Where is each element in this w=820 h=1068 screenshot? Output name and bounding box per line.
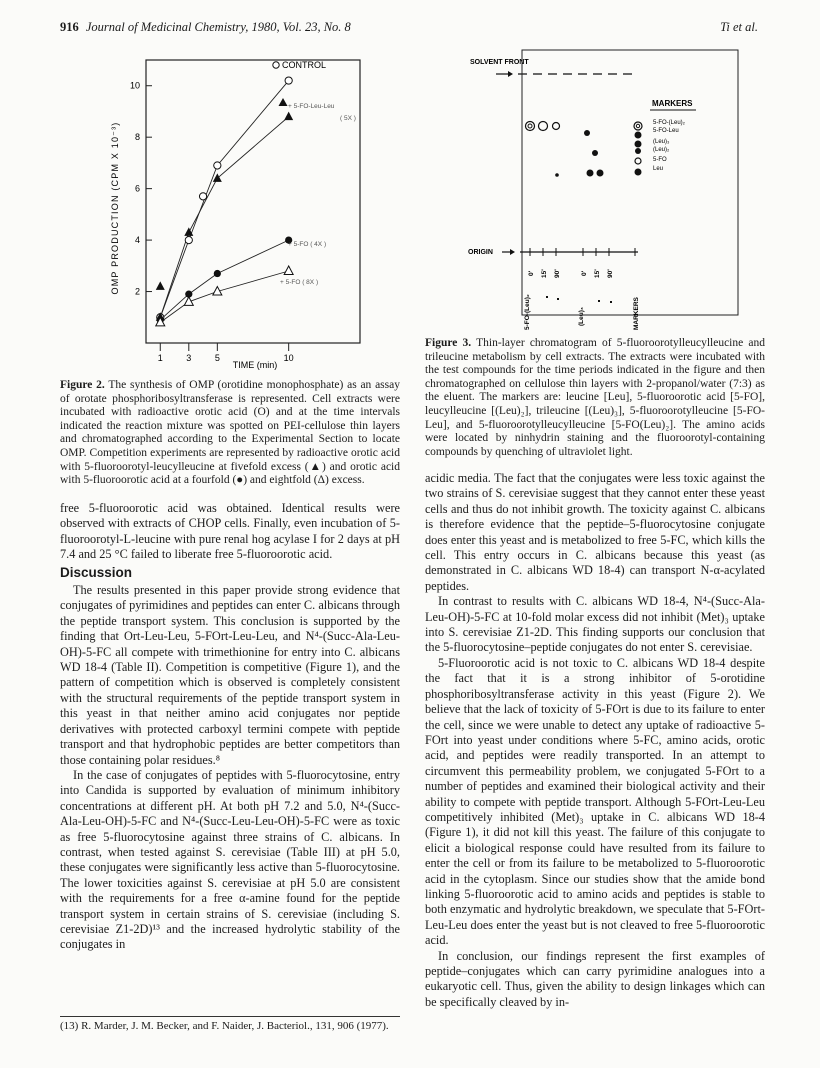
- x-tick-label: 10: [283, 353, 294, 363]
- data-point: [214, 270, 221, 277]
- spot: [528, 124, 532, 128]
- time-label: 0': [528, 270, 535, 276]
- paragraph: The results presented in this paper provide strong evidence that conjugates of pyrimidines and peptides can enter C. albicans through the peptide transport system. This conclusion is supported by the finding that Ort-Leu-Leu, 5-FOrt-Leu-Leu, and N⁴-(Succ-Ala-Leu-OH)-5-FC all compete with trimethionine for entry into C. albicans WD 18-4 (Table II). Competition is competitive (Figure 1), and the pattern of competition which is observed is completely consistent with the structural requirements of the peptide transport system in this yeast in that neither amino acid conjugates nor peptide derivatives with protected carboxyl termini compete with peptide transport and that hydrophobic peptides are better competitors than those containing polar residues.⁸: [60, 583, 400, 767]
- marker-label: (Leu)₂: [653, 147, 670, 153]
- label-5fo-8x: + 5-FO ( 8X ): [280, 279, 319, 286]
- marker-label-list: [653, 120, 686, 172]
- caption-label: Figure 2.: [60, 379, 105, 391]
- data-point: [156, 281, 165, 290]
- time-label: 0': [581, 270, 588, 276]
- x-tick-label: 3: [186, 353, 192, 363]
- time-label: 90': [607, 269, 614, 278]
- caption-text: Thin-layer chromatogram of 5-fluoroorotylleucylleucine and trileucine metabolism by cell extracts. The extracts were incubated with the test compounds for the time periods indicated in the figure and then chromatographed on cellulose thin layers with 2-propanol/water (7:3) as the eluent. The markers are: leucine [Leu], 5-fluoroorotic acid [5-FO], leucylleucine [(Leu)₂], trileucine [(Leu)₃], 5-fluoroorotylleucine [5-FO-Leu], and 5-fluoroorotylleucylleucine [5-FO(Leu)₂]. The amino acids were located by ninhydrin staining and the fluoroorotyl-containing compounds by quenching of ultraviolet light.: [425, 337, 765, 458]
- journal-citation: Journal of Medicinal Chemistry, 1980, Vol. 23, No. 8: [85, 20, 351, 34]
- figure-3-chromatogram: [440, 48, 775, 333]
- lane-label: (Leu)₃: [578, 307, 585, 326]
- spot: [526, 122, 535, 131]
- data-point: [284, 112, 293, 121]
- legend-marker: [279, 98, 288, 106]
- spot: [539, 122, 548, 131]
- lane-label: MARKERS: [633, 297, 640, 330]
- spots: [526, 122, 643, 177]
- series-line: [160, 271, 288, 322]
- marker-label: (Leu)₃: [653, 139, 670, 145]
- spot: [584, 130, 590, 136]
- y-axis-label: OMP PRODUCTION (CPM X 10⁻³): [110, 121, 120, 295]
- data-point: [284, 266, 293, 275]
- lane-label: 5-FO-(Leu)₂: [524, 294, 531, 330]
- marker-label: 5-FO: [653, 157, 667, 163]
- marker-label: 5-FO-(Leu)₂: [653, 120, 686, 126]
- figure-3-caption: [425, 337, 765, 459]
- time-label: 90': [554, 269, 561, 278]
- paragraph: In contrast to results with C. albicans WD 18-4, N⁴-(Succ-Ala-Leu-OH)-5-FC at 10-fold molar excess did not inhibit (Met)₃ uptake into S. cerevisiae Z1-2D. This finding supports our conclusion that the 5-fluorocytosine–peptide conjugates do not enter S. cerevisiae.: [425, 594, 765, 655]
- spot: [635, 148, 641, 154]
- x-tick-label: 5: [214, 353, 220, 363]
- y-tick-label: 6: [134, 183, 140, 194]
- footnote-rule: [60, 1016, 400, 1017]
- y-tick-label: 4: [134, 235, 140, 246]
- paragraph: acidic media. The fact that the conjugates were less toxic against the two strains of S. cerevisiae suggest that they cannot enter these yeast cells and thus do not inhibit growth. The toxicity against C. albicans is therefore evidence that the peptide–5-fluorocytosine conjugate does enter this yeast and is metabolized to free 5-FC, which kills the cell. This entry occurs in C. albicans because this yeast (as demonstrated in C. albicans WD 18-4) can transport N-α-acylated peptides.: [425, 471, 765, 593]
- data-point: [185, 236, 192, 243]
- spot: [597, 170, 604, 177]
- legend-marker: [273, 62, 279, 68]
- page-number: 916: [60, 20, 79, 34]
- footnote: (13) R. Marder, J. M. Becker, and F. Naider, J. Bacteriol., 131, 906 (1977).: [60, 1020, 389, 1032]
- section-heading-discussion: Discussion: [60, 564, 133, 580]
- right-column: [425, 471, 765, 1010]
- spot: [635, 141, 642, 148]
- spot: [634, 122, 642, 130]
- spot: [553, 123, 560, 130]
- label-5x-excess: ( 5X ): [340, 115, 356, 122]
- legend-control: CONTROL: [282, 60, 327, 70]
- figure-2-caption: [60, 379, 400, 488]
- data-point: [285, 77, 292, 84]
- y-tick-label: 2: [134, 286, 140, 297]
- time-label: 15': [594, 269, 601, 278]
- time-label: 15': [541, 269, 548, 278]
- author-header: Ti et al.: [720, 20, 758, 34]
- y-tick-label: 8: [134, 132, 140, 143]
- caption-label: Figure 3.: [425, 337, 472, 349]
- x-axis-label: TIME (min): [232, 360, 278, 370]
- spot: [635, 169, 642, 176]
- paragraph: In conclusion, our findings represent the first examples of peptide–conjugates which can carry pyrimidine analogues into a eukaryotic cell. Thus, given the ability to design linkages which can be specifically cleaved by in-: [425, 948, 765, 1009]
- label-5fo-leu-leu: + 5-FO-Leu-Leu: [288, 103, 335, 110]
- label-5fo-4x: + 5-FO ( 4X ): [288, 241, 327, 248]
- spot: [587, 170, 594, 177]
- marker-label: Leu: [653, 166, 664, 172]
- running-header: [60, 20, 351, 35]
- markers-title: MARKERS: [652, 99, 693, 108]
- paragraph: 5-Fluoroorotic acid is not toxic to C. albicans WD 18-4 despite the fact that it is a strong inhibitor of 5-orotidine phosphoribosyltransferase activity in this yeast (Figure 2). We believe that the lack of toxicity of 5-FOrt is due to its failure to enter the cell, since we were unable to detect any uptake of radioactive 5-FOrt into yeast under conditions where 5-FC, amino acids, orotic acid, and peptides were readily transported. In an attempt to circumvent this permeability problem, we conjugated 5-FOrt to a number of peptides and examined their biological activity and their ability to compete with peptide transport. Although 5-FOrt-Leu-Leu competitively inhibited (Met)₃ uptake in C. albicans WD 18-4 (Figure 1), it did not kill this yeast. The failure of this conjugate to elicit a biological response could have resulted from its failure to enter the cell or from its failure to be metabolized to 5-fluoroorotic acid in the cytoplasm. Since our studies show that the amide bond linking 5-fluoroorotic acid to amino acids and peptides is stable to both enzymatic and hydrolytic breakdown, we speculate that 5-FOrt-Leu-Leu does enter the yeast but is not cleaved to free 5-fluoroorotic acid.: [425, 655, 765, 948]
- spot: [635, 132, 642, 139]
- series-line: [160, 81, 288, 318]
- spot: [555, 173, 559, 177]
- solvent-front-label: SOLVENT FRONT: [470, 59, 529, 66]
- paragraph: In the case of conjugates of peptides with 5-fluorocytosine, entry into Candida is supported by evaluation of minimum inhibitory concentrations at different pH. At both pH 7.2 and 5.0, N⁴-(Succ-Ala-Leu-OH)-5-FC and N⁴-(Succ-Leu-Leu-OH)-5-FC were as toxic as free 5-fluorocytosine against three strains of C. albicans. In contrast, when tested against S. cerevisiae (Table III) at pH 5.0, these conjugates were significantly less active than 5-fluorocytosine. The lower toxicities against S. cerevisiae at pH 5.0 are consistent with the requirements for a free α-amine found for the peptide transport system in certain strains of S. cerevisiae (including S. cerevisiae Z1-2D)¹³ and the increased hydrolytic stability of the conjugates in: [60, 767, 400, 952]
- x-tick-label: 1: [157, 353, 163, 363]
- figure-2-chart: [100, 48, 380, 373]
- y-tick-label: 10: [129, 80, 140, 91]
- origin-label: ORIGIN: [468, 249, 493, 256]
- spot: [636, 124, 639, 127]
- paragraph: free 5-fluoroorotic acid was obtained. Identical results were observed with extracts of CHOP cells. Finally, even incubation of 5-fluoroorotyl-L-leucine with pure renal hog acylase I for 2 days at pH 7.4 and 25 °C failed to liberate free 5-fluoroorotic acid.: [60, 501, 400, 562]
- left-column: [60, 501, 400, 953]
- data-point: [214, 162, 221, 169]
- series-line: [160, 117, 288, 318]
- caption-text: The synthesis of OMP (orotidine monophosphate) as an assay of orotate phosphoribosyltransferase is represented. Cell extracts were incubated with radioactive orotic acid (O) and at the time intervals indicated the reaction mixture was spotted on PEI-cellulose thin layers and chromatographed according to the Experimental Section to locate OMP. Competition experiments are represented by radioactive orotic acid with 5-fluoroorotyl-leucylleucine at fivefold excess (▲) and orotic acid with 5-fluoroorotic acid at a fourfold (●) and eightfold (Δ) excess.: [60, 379, 400, 487]
- marker-label: 5-FO-Leu: [653, 128, 679, 134]
- data-point: [199, 193, 206, 200]
- spot: [592, 150, 598, 156]
- spot: [635, 158, 641, 164]
- series-line: [160, 240, 288, 320]
